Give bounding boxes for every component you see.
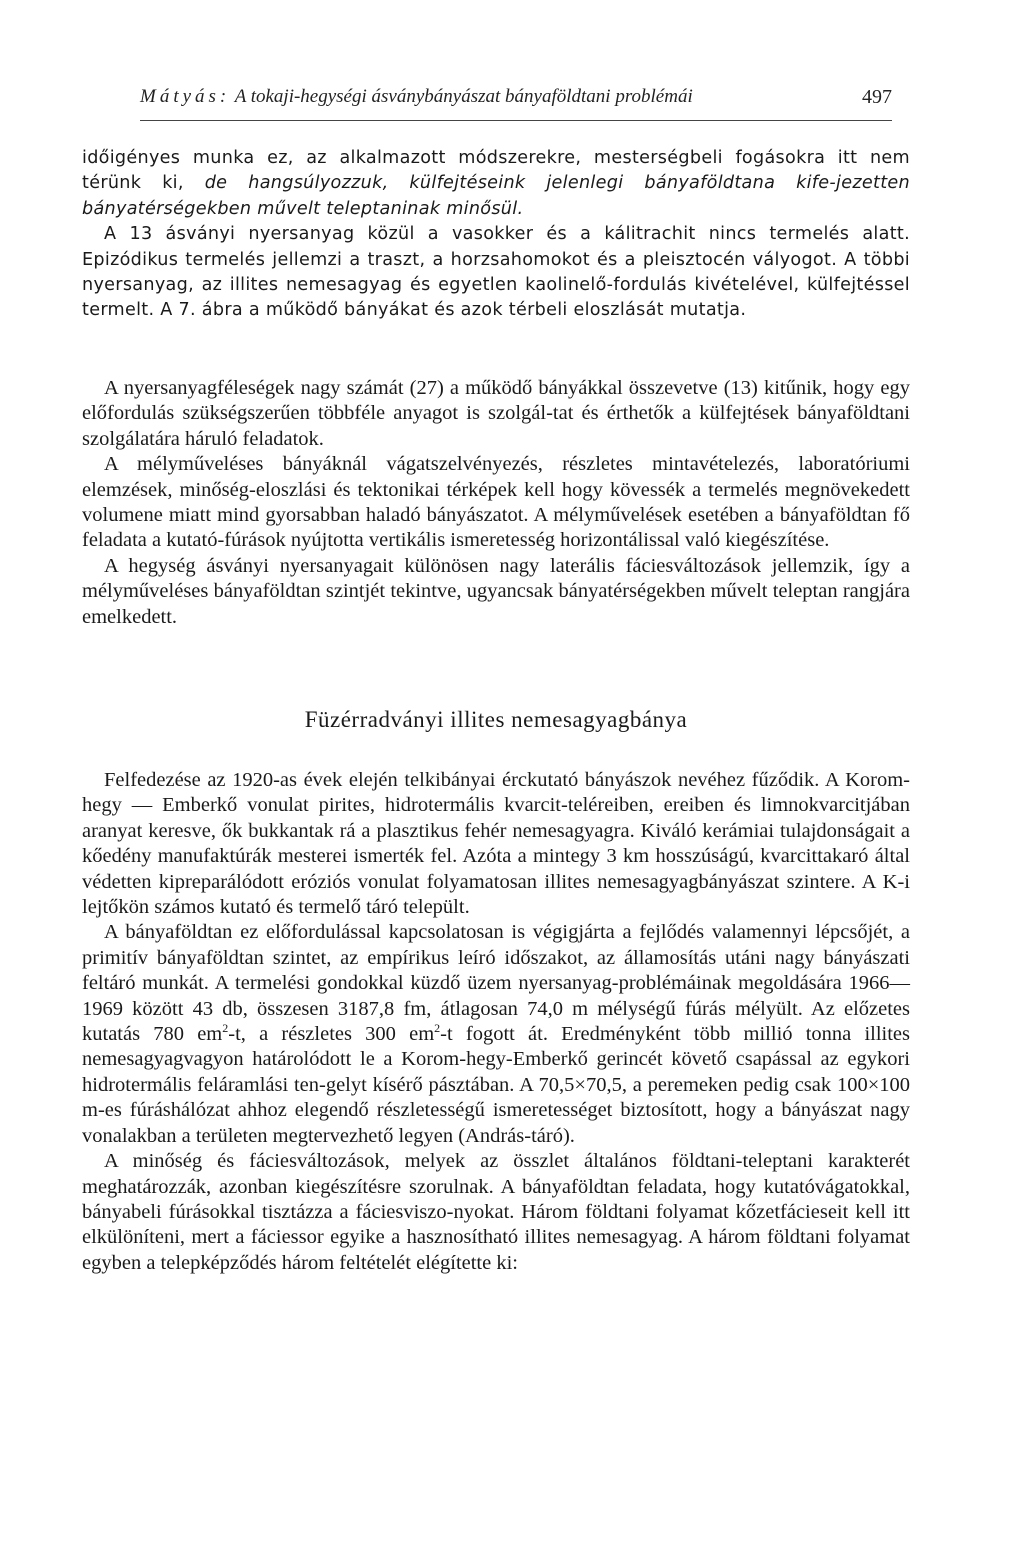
- header-rule: [140, 120, 892, 121]
- article-title: A tokaji-hegységi ásványbányászat bányaföldtani problémái: [234, 86, 693, 107]
- paragraph-text: A bányaföldtan ez előfordulással kapcsolatosan is végigjárta a fejlődés valamennyi lépcsőjét, a primitív bányaföldtan szintet, az empírikus leíró időszakot, az államosítás utáni nagy bányászati feltáró munkát. A termelési gondokkal küzdő üzem nyersanyag-problémáinak megoldására 1966—1969 között 43 db, összesen 3187,8 fm, átlagosan 74,0 m mélységű fúrás mélyült. Az előzetes kutatás 780 em: [82, 921, 910, 1046]
- paragraph: A hegység ásványi nyersanyagait különösen nagy laterális fáciesváltozások jellemzik, így a mélyműveléses bányaföldtan szintjét tekintve, ugyancsak bányatérségekben művelt teleptan rangjára emelkedett.: [82, 554, 910, 628]
- body-text-block: [82, 376, 910, 630]
- paragraph: A nyersanyagféleségek nagy számát (27) a működő bányákkal összevetve (13) kitűnik, hogy egy előfordulás szükségszerűen többféle anyagot is szolgál-tat és érthetők a külfejtések bányaföldtani szolgálatára háruló feladatok.: [82, 377, 910, 450]
- paragraph-text: -t fogott át. Eredményként több millió tonna illites nemesagyagvagyon határolódott le a Korom-hegy-Emberkő gerincét követő csapással az egykori hidrotermális feláramlási ten-gelyt kísérő pásztában. A 70,5×70,5, a peremeken pedig csak 100×100 m-es fúráshálózat ahhoz elegendő részletességű ismeretességet biztosított, hogy a bányászat nagy vonalakban a területen megtervezhető legyen (András-táró).: [82, 1023, 911, 1147]
- author-name: Mátyás:: [140, 86, 231, 107]
- paragraph: [82, 920, 910, 1149]
- running-head: [140, 86, 890, 108]
- paragraph: A mélyműveléses bányáknál vágatszelvényezés, részletes mintavételezés, laboratóriumi elemzések, minőség-eloszlási és tektonikai térképek kell hogy kövessék a termelés megnövekedett volumene miatt mind gyorsabban haladó bányászatot. A mélyművelések esetében a bányaföldtan fő feladata a kutató-fúrások nyújtotta vertikális ismeretesség horizontálissal való kiegészítése.: [82, 453, 910, 552]
- section-text-block: [82, 768, 910, 1276]
- paragraph: A 13 ásványi nyersanyag közül a vasokker és a kálitrachit nincs termelés alatt. Epizódikus termelés jellemzi a traszt, a horzsahomokot és a pleisztocén vályogot. A többi nyersanyag, az illites nemesagyag és egyetlen kaolinelő-fordulás kivételével, külfejtéssel termelt. A 7. ábra a működő bányákat és azok térbeli eloszlását mutatja.: [82, 224, 910, 321]
- paragraph: [82, 146, 910, 222]
- emphasis-text: de hangsúlyozzuk, külfejtéseink jelenlegi bányaföldtana kife-jezetten bányatérségekben művelt teleptaninak minősül.: [82, 173, 910, 219]
- paragraph: A minőség és fáciesváltozások, melyek az összlet általános földtani-teleptani karakterét meghatározzák, azonban kiegészítésre szorulnak. A bányaföldtan feladata, hogy kutatóvágatokkal, bányabeli fúrásokkal tisztázza a fáciesviszo-nyokat. Három földtani folyamat kőzetfácieseit kell itt elkülöníteni, mert a fáciessor egyike a hasznosítható illites nemesagyag. A három földtani folyamat egyben a telepképződés három feltételét elégítette ki:: [82, 1150, 910, 1274]
- page-number: 497: [862, 86, 892, 108]
- paragraph-text: időigényes munka ez, az alkalmazott módszerekre, mesterségbeli fogásokra itt nem térünk ki,: [82, 148, 910, 194]
- intro-text-block: [82, 146, 910, 324]
- paragraph-text: -t, a részletes 300 em: [228, 1023, 435, 1046]
- superscript: 2: [222, 1021, 229, 1036]
- section-heading: Füzérradványi illites nemesagyagbánya: [304, 707, 688, 732]
- paragraph: Felfedezése az 1920-as évek elején telkibányai érckutató bányászok nevéhez fűződik. A Korom-hegy — Emberkő vonulat pirites, hidrotermális kvarcit-teléreiben, ereiben és limnokvarcitjában aranyat keresve, ők bukkantak rá a plasztikus fehér nemesagyagra. Kiváló kerámiai tulajdonságait a kőedény manufaktúrák mesterei ismerték fel. Azóta a mintegy 3 km hosszúságú, kvarcittakaró által védetten kipreparálódott eróziós vonulat folyamatosan illites nemesagyagbányászat szintere. A K-i lejtőkön számos kutató és termelő táró települt.: [82, 769, 910, 919]
- superscript: 2: [434, 1021, 441, 1036]
